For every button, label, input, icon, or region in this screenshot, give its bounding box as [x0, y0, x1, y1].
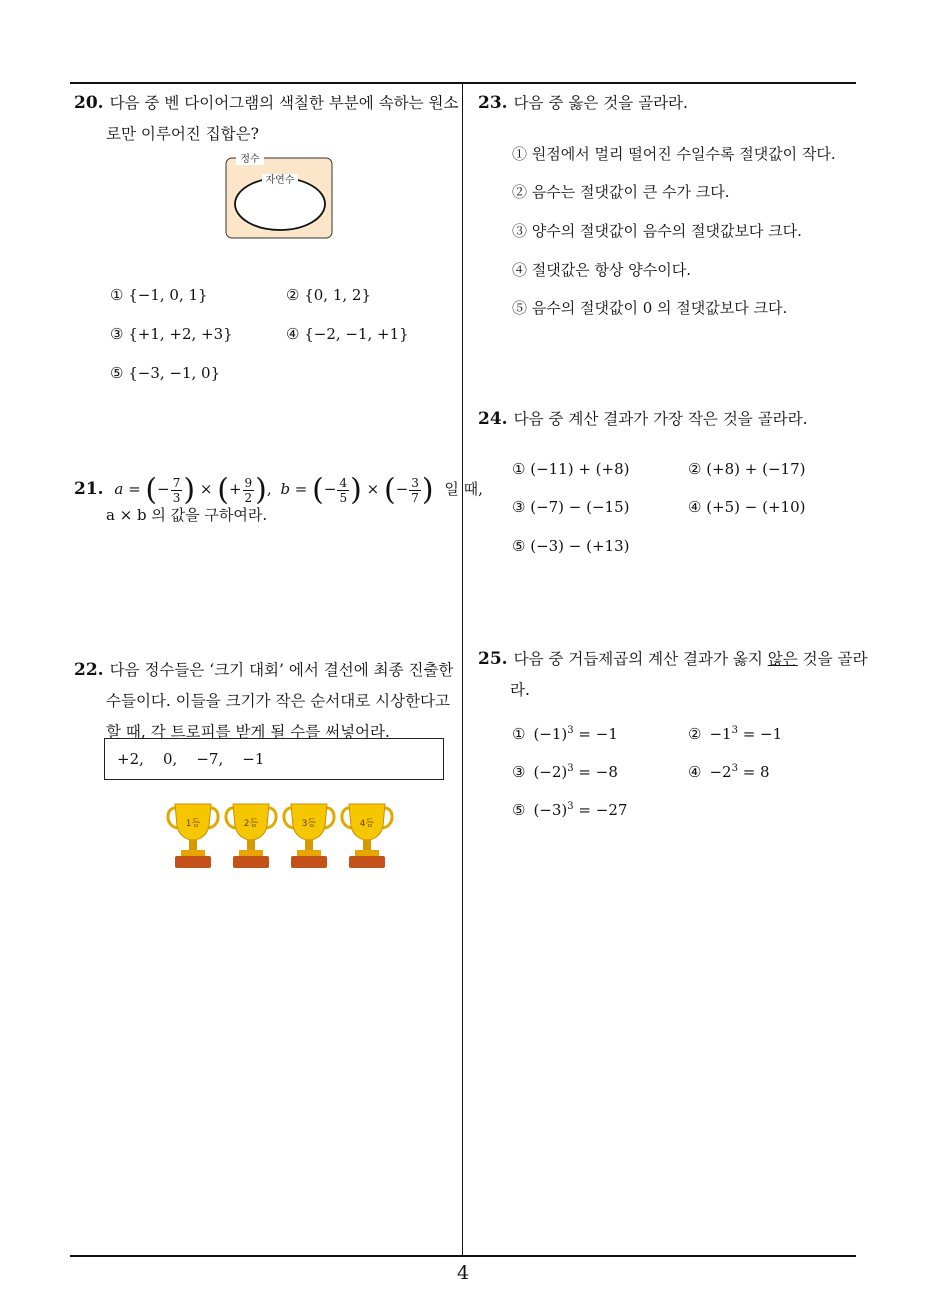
sign: + [228, 480, 242, 498]
column-divider [462, 82, 463, 1256]
option-20-3[interactable]: ③ {+1, +2, +3} [110, 325, 233, 343]
question-21: 21. a = (− $\frac{7}{3}$ ) × (+ $\frac{9}{2}$ ), b = (− $\frac{4}{5}$ ) × (− $\frac{3}{7}$ ) 일 때, a × b 의 값을 구하여라. [74, 474, 459, 531]
venn-outer-label: 정수 [240, 154, 260, 165]
question-text-line2: 라. [510, 681, 530, 699]
sign: − [157, 480, 170, 498]
question-24 [478, 404, 858, 435]
question-number: 24. [478, 409, 508, 429]
question-text: 다음 중 거듭제곱의 계산 결과가 옳지 [513, 650, 768, 668]
sign: − [323, 480, 337, 498]
question-text-line2: a × b 의 값을 구하여라. [106, 505, 268, 524]
option-24-2[interactable]: ② (+8) + (−17) [688, 460, 806, 478]
question-text: 다음 정수들은 ‘크기 대회’ 에서 결선에 최종 진출한 [109, 661, 454, 679]
question-number: 22. [74, 660, 104, 680]
top-rule [70, 82, 856, 84]
option-23-5[interactable]: ⑤ 음수의 절댓값이 0 의 절댓값보다 크다. [512, 299, 788, 317]
question-text-line3: 할 때, 각 트로피를 받게 될 수를 써넣어라. [106, 723, 390, 741]
fraction: $\frac{9}{2}$ [244, 475, 253, 505]
bottom-rule [70, 1255, 856, 1257]
option-20-2[interactable]: ② {0, 1, 2} [286, 286, 372, 304]
option-25-3[interactable]: ③ $(-2)^3 = -8$ [512, 763, 618, 781]
option-23-4[interactable]: ④ 절댓값은 항상 양수이다. [512, 261, 691, 279]
fraction: $\frac{3}{7}$ [411, 475, 419, 505]
underlined-word: 않은 [767, 650, 798, 668]
fraction: $\frac{4}{5}$ [339, 475, 348, 505]
question-text-line2: 로만 이루어진 집합은? [106, 125, 259, 143]
question-22 [74, 655, 459, 748]
option-24-4[interactable]: ④ (+5) − (+10) [688, 498, 806, 516]
question-text-line2: 수들이다. 이들을 크기가 작은 순서대로 시상한다고 [106, 692, 450, 710]
trophy-label: 4등 [359, 819, 375, 829]
a-label: a = [114, 480, 141, 498]
option-24-5[interactable]: ⑤ (−3) − (+13) [512, 537, 630, 555]
b-label: b = [280, 480, 308, 498]
question-text-end: 것을 골라 [797, 650, 868, 668]
trophy-label: 2등 [243, 819, 259, 829]
option-25-1[interactable]: ① $(-1)^3 = -1$ [512, 725, 618, 743]
trophy-2 [223, 802, 279, 872]
option-25-4[interactable]: ④ $-2^3 = 8$ [688, 763, 770, 781]
option-23-3[interactable]: ③ 양수의 절댓값이 음수의 절댓값보다 크다. [512, 222, 802, 240]
trophy-3 [281, 802, 337, 872]
option-25-2[interactable]: ② $-1^3 = -1$ [688, 725, 783, 743]
venn-inner-label: 자연수 [265, 175, 295, 186]
comma: , [266, 480, 272, 498]
question-23 [478, 88, 858, 119]
page-number: 4 [456, 1262, 470, 1284]
question-number: 23. [478, 93, 508, 113]
numbers-text: +2, 0, −7, −1 [117, 750, 265, 768]
question-number: 25. [478, 649, 508, 669]
option-23-2[interactable]: ② 음수는 절댓값이 큰 수가 크다. [512, 183, 730, 201]
option-23-1[interactable]: ① 원점에서 멀리 떨어진 수일수록 절댓값이 작다. [512, 145, 836, 163]
trophy-1 [165, 802, 221, 872]
question-number: 21. [74, 479, 104, 499]
question-text: 다음 중 계산 결과가 가장 작은 것을 골라라. [513, 410, 808, 428]
question-text: 일 때, [444, 480, 483, 498]
numbers-box [104, 738, 444, 780]
trophy-label: 1등 [185, 819, 201, 829]
option-20-4[interactable]: ④ {−2, −1, +1} [286, 325, 409, 343]
question-text: 다음 중 옳은 것을 골라라. [513, 94, 688, 112]
question-number: 20. [74, 93, 104, 113]
option-20-5[interactable]: ⑤ {−3, −1, 0} [110, 364, 221, 382]
times-sign: × [366, 480, 380, 498]
venn-diagram [224, 150, 336, 240]
trophy-row [165, 802, 405, 872]
trophy-4 [339, 802, 395, 872]
option-24-1[interactable]: ① (−11) + (+8) [512, 460, 630, 478]
sign: − [395, 480, 409, 498]
trophy-label: 3등 [301, 819, 317, 829]
option-25-5[interactable]: ⑤ $(-3)^3 = -27$ [512, 801, 628, 819]
question-text: 다음 중 벤 다이어그램의 색칠한 부분에 속하는 원소 [109, 94, 459, 112]
option-24-3[interactable]: ③ (−7) − (−15) [512, 498, 630, 516]
times-sign: × [199, 480, 213, 498]
question-20 [74, 88, 459, 150]
question-25 [478, 644, 868, 706]
option-20-1[interactable]: ① {−1, 0, 1} [110, 286, 208, 304]
fraction: $\frac{7}{3}$ [172, 475, 181, 505]
